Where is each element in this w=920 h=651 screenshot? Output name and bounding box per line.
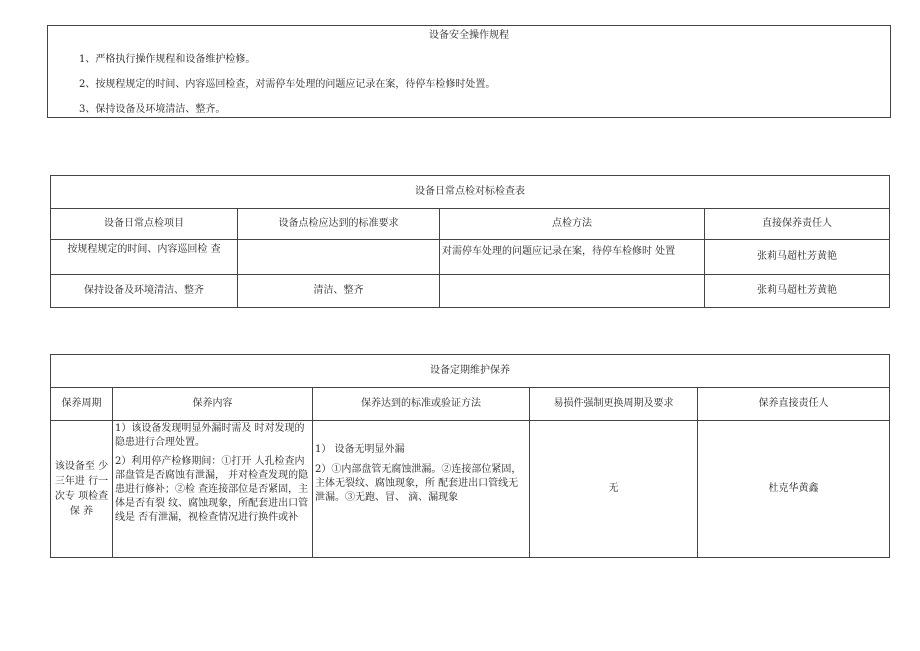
periodic-header-replace: 易损件强制更换周期及要求	[530, 388, 698, 421]
daily-row2-standard: 清洁、整齐	[238, 275, 440, 308]
periodic-cycle: 该设备至 少三年进 行一次专 项检查保 养	[51, 421, 113, 558]
periodic-content-1: 1）该设备发现明显外漏时需及 时对发现的隐患进行合理处置。	[115, 423, 305, 448]
periodic-standard-cell	[313, 421, 530, 558]
periodic-person: 杜克华黄鑫	[698, 421, 890, 558]
daily-row1-person: 张莉马超杜芳黄艳	[705, 240, 890, 275]
daily-header-item: 设备日常点检项目	[51, 209, 238, 240]
daily-row1-item: 按规程规定的时间、内容巡回检 查	[51, 240, 238, 275]
daily-header-standard: 设备点检应达到的标准要求	[238, 209, 440, 240]
daily-row2-person: 张莉马超杜芳黄艳	[705, 275, 890, 308]
daily-row1-method: 对需停车处理的问题应记录在案，待停车检修时 处置	[440, 240, 705, 275]
safety-rules-title: 设备安全操作规程	[429, 30, 509, 41]
daily-header-method: 点检方法	[440, 209, 705, 240]
rule-item-2: 2、按规程规定的时间、内容巡回检查，对需停车处理的问题应记录在案，待停车检修时处置。	[79, 79, 496, 90]
daily-check-title: 设备日常点检对标检查表	[51, 176, 890, 209]
periodic-standard-2: 2）①内部盘管无腐蚀泄漏。②连接部位紧固，主体无裂纹、腐蚀现象，所 配套进出口管线无泄漏。③无跑、冒、 滴、漏现象	[315, 464, 522, 503]
periodic-content-cell	[113, 421, 313, 558]
periodic-header-cycle: 保养周期	[51, 388, 113, 421]
safety-rules-section	[47, 25, 891, 118]
daily-header-person: 直接保养责任人	[705, 209, 890, 240]
periodic-header-content: 保养内容	[113, 388, 313, 421]
periodic-title: 设备定期维护保养	[51, 355, 890, 388]
daily-row2-item: 保持设备及环境清洁、整齐	[51, 275, 238, 308]
daily-check-table	[50, 175, 890, 308]
periodic-header-standard: 保养达到的标准或验证方法	[313, 388, 530, 421]
periodic-replace: 无	[530, 421, 698, 558]
periodic-standard-1: 1） 设备无明显外漏	[315, 444, 405, 455]
rule-item-3: 3、保持设备及环境清洁、整齐。	[79, 104, 226, 115]
daily-row2-method	[440, 275, 705, 308]
periodic-content-2: 2）利用停产检修期间：①打开 人孔检查内部盘管是否腐蚀有泄漏， 并对检查发现的隐患进行修补；②检 查连接部位是否紧固，主体是否有裂 纹、腐蚀现象，所配套进出口管线是 否有泄漏，视检查情况进行换件或补	[115, 456, 309, 523]
periodic-maintenance-table	[50, 354, 890, 558]
rule-item-1: 1、严格执行操作规程和设备维护检修。	[79, 54, 256, 65]
daily-row1-standard	[238, 240, 440, 275]
periodic-header-person: 保养直接责任人	[698, 388, 890, 421]
